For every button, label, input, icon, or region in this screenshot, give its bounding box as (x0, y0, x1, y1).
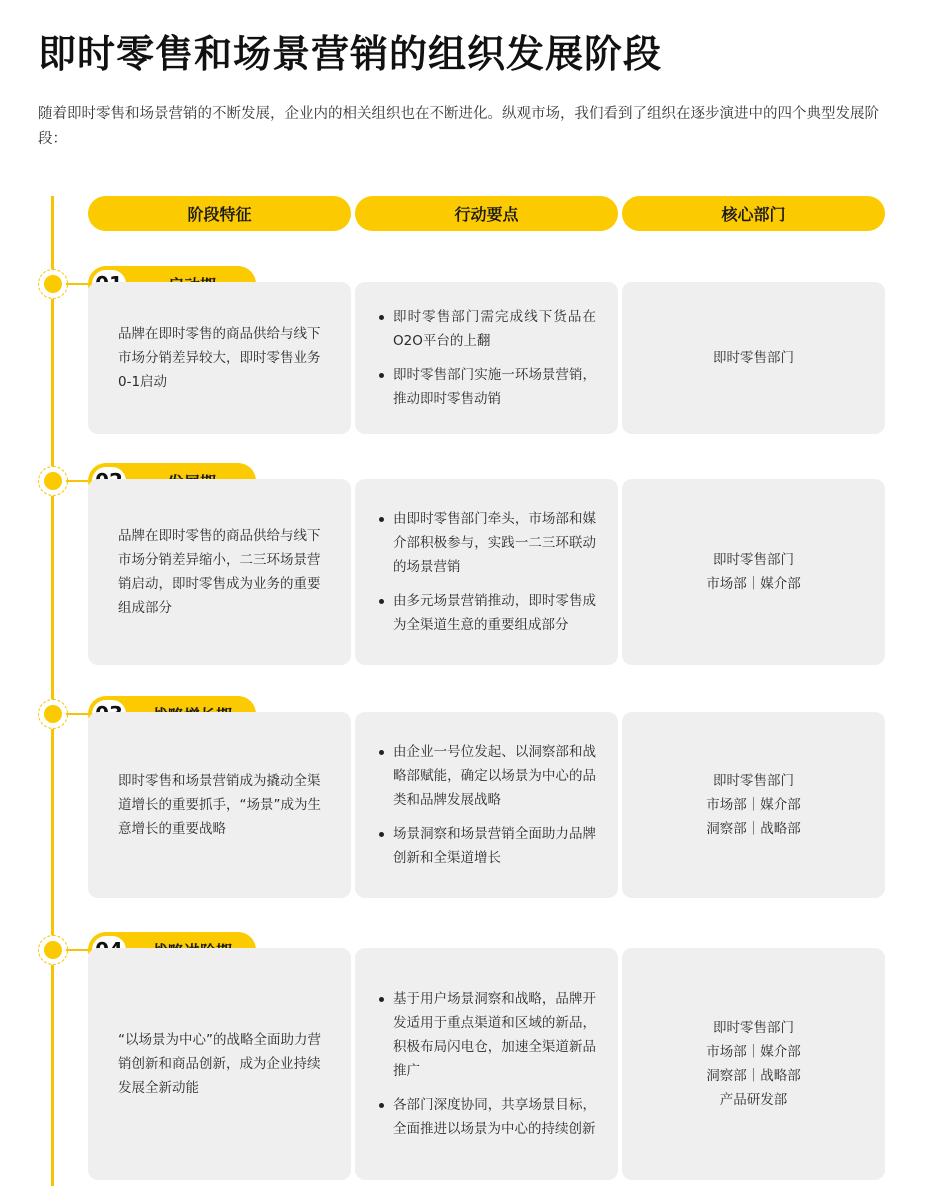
action-list (377, 740, 596, 870)
stage-04-feature-card (88, 948, 351, 1180)
stage-01-actions-card (355, 282, 618, 434)
department-list (622, 769, 885, 841)
stage-feature-text: 即时零售和场景营销成为撬动全渠道增长的重要抓手，“场景”成为生意增长的重要战略 (118, 773, 321, 837)
stage-03-feature-card (88, 712, 351, 898)
department-list (622, 548, 885, 596)
timeline-connector (66, 713, 90, 715)
header-departments: 核心部门 (622, 196, 885, 231)
department-list (622, 346, 885, 370)
timeline-connector (66, 480, 90, 482)
stage-01-feature-card (88, 282, 351, 434)
timeline-dot-icon (38, 466, 68, 496)
action-item: 即时零售部门实施一环场景营销，推动即时零售动销 (377, 363, 596, 411)
timeline-line (51, 196, 54, 1186)
stage-02-actions-card (355, 479, 618, 665)
department-item: 即时零售部门 (713, 350, 794, 366)
action-item: 基于用户场景洞察和战略，品牌开发适用于重点渠道和区域的新品，积极布局闪电仓，加速全渠道新品推广 (377, 987, 596, 1083)
department-item: 市场部｜媒介部 (706, 797, 801, 813)
action-item: 由企业一号位发起、以洞察部和战略部赋能，确定以场景为中心的品类和品牌发展战略 (377, 740, 596, 812)
timeline-dot-icon (38, 699, 68, 729)
stage-feature-text: 品牌在即时零售的商品供给与线下市场分销差异较大，即时零售业务0-1启动 (118, 326, 321, 390)
department-item: 即时零售部门 (713, 773, 794, 789)
action-item: 即时零售部门需完成线下货品在O2O平台的上翻 (377, 305, 596, 353)
department-item: 市场部｜媒介部 (706, 576, 801, 592)
stage-feature-text: “以场景为中心”的战略全面助力营销创新和商品创新，成为企业持续发展全新动能 (118, 1032, 321, 1096)
action-list (377, 987, 596, 1141)
department-item: 市场部｜媒介部 (706, 1044, 801, 1060)
department-item: 洞察部｜战略部 (706, 1068, 801, 1084)
stage-feature-text: 品牌在即时零售的商品供给与线下市场分销差异缩小，二三环场景营销启动，即时零售成为业务的重要组成部分 (118, 528, 321, 616)
page-title: 即时零售和场景营销的组织发展阶段 (38, 32, 663, 76)
timeline-dot-icon (38, 935, 68, 965)
department-item: 即时零售部门 (713, 1020, 794, 1036)
header-actions: 行动要点 (355, 196, 618, 231)
action-list (377, 305, 596, 411)
action-list (377, 507, 596, 637)
action-item: 场景洞察和场景营销全面助力品牌创新和全渠道增长 (377, 822, 596, 870)
stage-04-actions-card (355, 948, 618, 1180)
action-item: 由多元场景营销推动，即时零售成为全渠道生意的重要组成部分 (377, 589, 596, 637)
action-item: 各部门深度协同，共享场景目标，全面推进以场景为中心的持续创新 (377, 1093, 596, 1141)
department-list (622, 1016, 885, 1112)
action-item: 由即时零售部门牵头，市场部和媒介部积极参与，实践一二三环联动的场景营销 (377, 507, 596, 579)
timeline-dot-icon (38, 269, 68, 299)
timeline-connector (66, 283, 90, 285)
stage-03-departments-card (622, 712, 885, 898)
intro-paragraph: 随着即时零售和场景营销的不断发展，企业内的相关组织也在不断进化。纵观市场，我们看到了组织在逐步演进中的四个典型发展阶段： (38, 106, 879, 147)
stage-04-departments-card (622, 948, 885, 1180)
stage-02-departments-card (622, 479, 885, 665)
department-item: 产品研发部 (719, 1092, 788, 1108)
stage-01-departments-card (622, 282, 885, 434)
department-item: 洞察部｜战略部 (706, 821, 801, 837)
header-features: 阶段特征 (88, 196, 351, 231)
department-item: 即时零售部门 (713, 552, 794, 568)
stage-03-actions-card (355, 712, 618, 898)
stage-02-feature-card (88, 479, 351, 665)
timeline-connector (66, 949, 90, 951)
